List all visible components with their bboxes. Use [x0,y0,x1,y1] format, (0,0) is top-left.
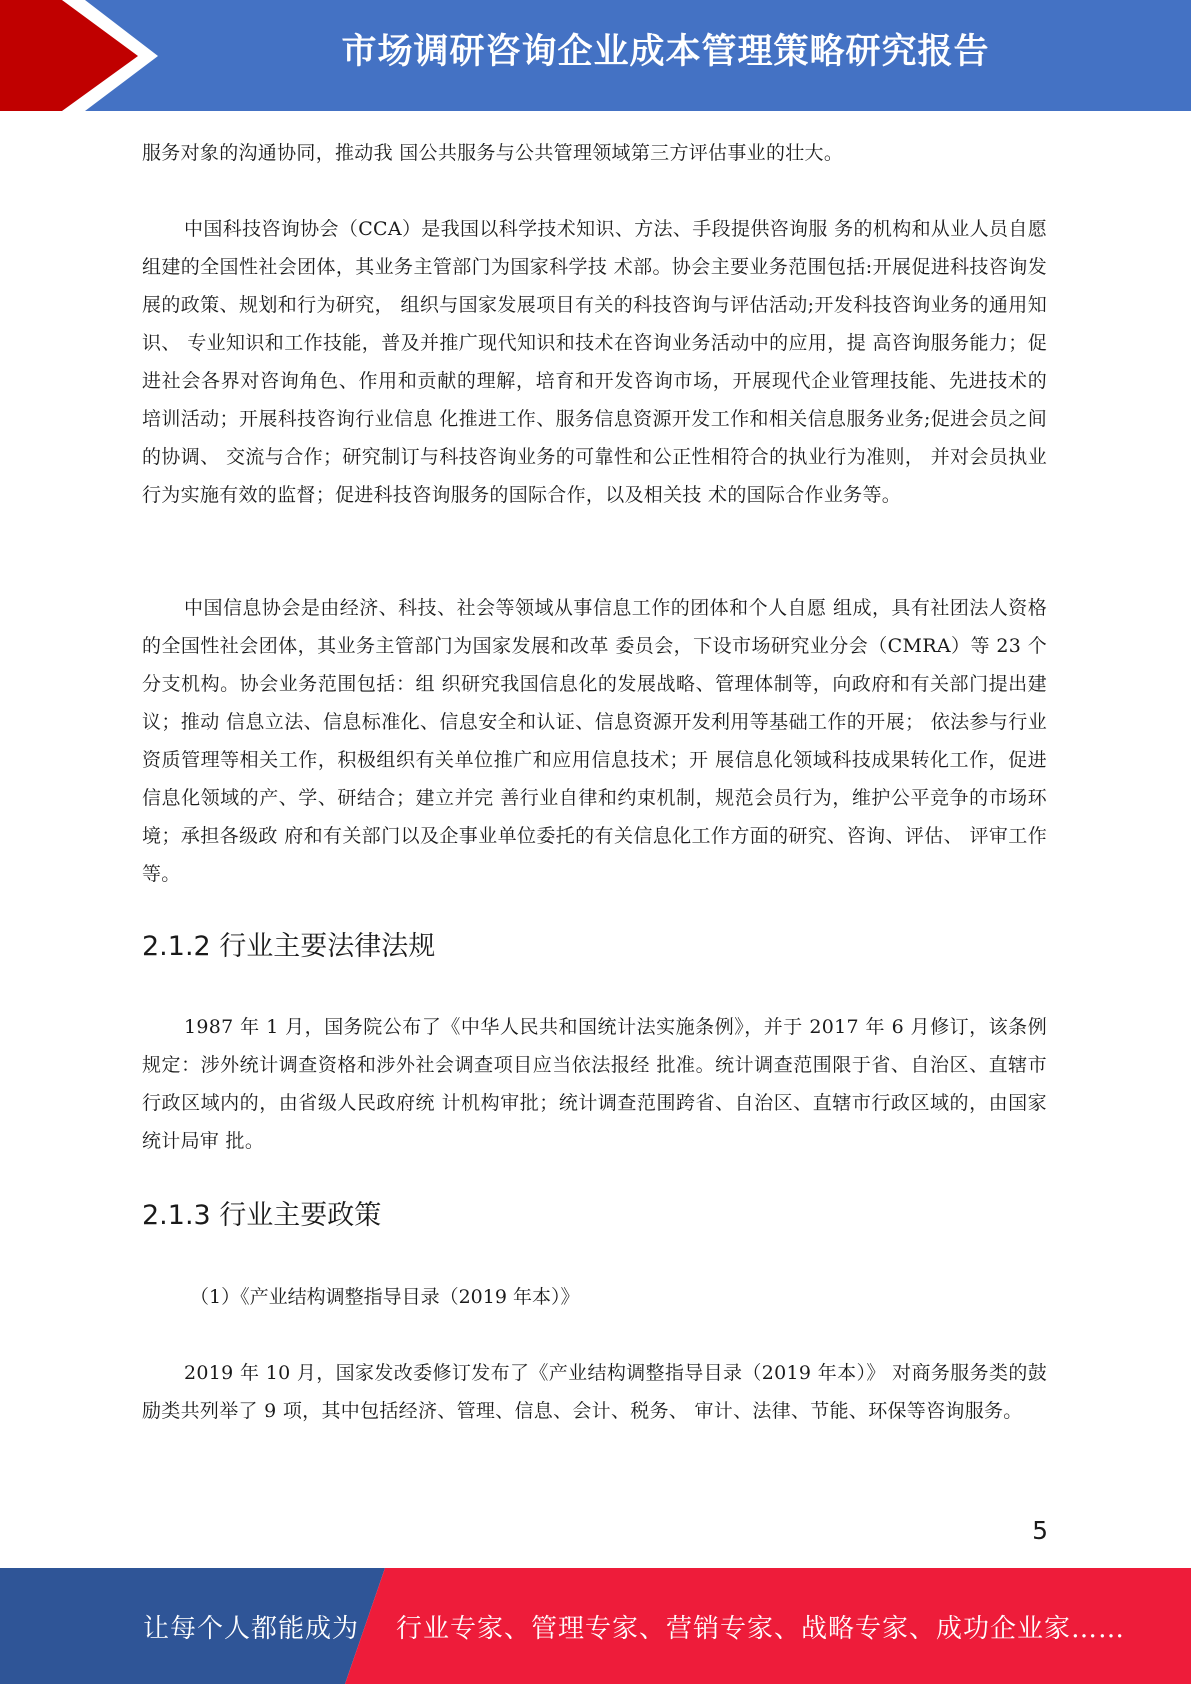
footer-slogan-right: 行业专家、管理专家、营销专家、战略专家、成功企业家…… [396,1614,1126,1644]
section-heading-laws: 2.1.2 行业主要法律法规 [142,931,436,962]
footer-slogan-left: 让每个人都能成为 [143,1614,360,1644]
page-number: 5 [1032,1516,1048,1545]
paragraph-industry-catalog: 2019 年 10 月，国家发改委修订发布了《产业结构调整指导目录（2019 年本）》 对商务服务类的鼓励类共列举了 9 项，其中包括经济、管理、信息、会计、税务、 审计、法律、节能、环保等咨询服务。 [142,1362,1047,1422]
paragraph-statistics-law: 1987 年 1 月，国务院公布了《中华人民共和国统计法实施条例》，并于 2017 年 6 月修订，该条例规定：涉外统计调查资格和涉外社会调查项目应当依法报经 批准。统计调查范围限于省、自治区、直辖市行政区域内的，由省级人民政府统 计机构审批；统计调查范围跨省、自治区、直辖市行政区域的，由国家统计局审 批。 [142,1016,1047,1152]
paragraph-intro-continuation: 服务对象的沟通协同，推动我 国公共服务与公共管理领域第三方评估事业的壮大。 [142,142,844,164]
page-footer [0,1568,1191,1684]
report-title: 市场调研咨询企业成本管理策略研究报告 [341,32,990,72]
section-heading-policies: 2.1.3 行业主要政策 [142,1200,382,1231]
page-header [0,0,1191,111]
paragraph-china-information-association: 中国信息协会是由经济、科技、社会等领域从事信息工作的团体和个人自愿 组成，具有社团法人资格的全国性社会团体，其业务主管部门为国家发展和改革 委员会，下设市场研究业分会（CMRA）等 23 个分支机构。协会业务范围包括：组 织研究我国信息化的发展战略、管理体制等，向政府和有关部门提出建议；推动 信息立法、信息标准化、信息安全和认证、信息资源开发利用等基础工作的开展； 依法参与行业资质管理等相关工作，积极组织有关单位推广和应用信息技术；开 展信息化领域科技成果转化工作，促进信息化领域的产、学、研结合；建立并完 善行业自律和约束机制，规范会员行为，维护公平竞争的市场环境；承担各级政 府和有关部门以及企事业单位委托的有关信息化工作方面的研究、咨询、评估、 评审工作等。 [142,597,1047,885]
paragraph-cca: 中国科技咨询协会（CCA）是我国以科学技术知识、方法、手段提供咨询服 务的机构和从业人员自愿组建的全国性社会团体，其业务主管部门为国家科学技 术部。协会主要业务范围包括:开展促进科技咨询发展的政策、规划和行为研究， 组织与国家发展项目有关的科技咨询与评估活动;开发科技咨询业务的通用知识、 专业知识和工作技能，普及并推广现代知识和技术在咨询业务活动中的应用，提 高咨询服务能力；促进社会各界对咨询角色、作用和贡献的理解，培育和开发咨询市场，开展现代企业管理技能、先进技术的培训活动；开展科技咨询行业信息 化推进工作、服务信息资源开发工作和相关信息服务业务;促进会员之间的协调、 交流与合作；研究制订与科技咨询业务的可靠性和公正性相符合的执业行为准则， 并对会员执业行为实施有效的监督；促进科技咨询服务的国际合作，以及相关技 术的国际合作业务等。 [142,218,1047,506]
policy-item-1: （1）《产业结构调整指导目录（2019 年本）》 [190,1286,580,1308]
